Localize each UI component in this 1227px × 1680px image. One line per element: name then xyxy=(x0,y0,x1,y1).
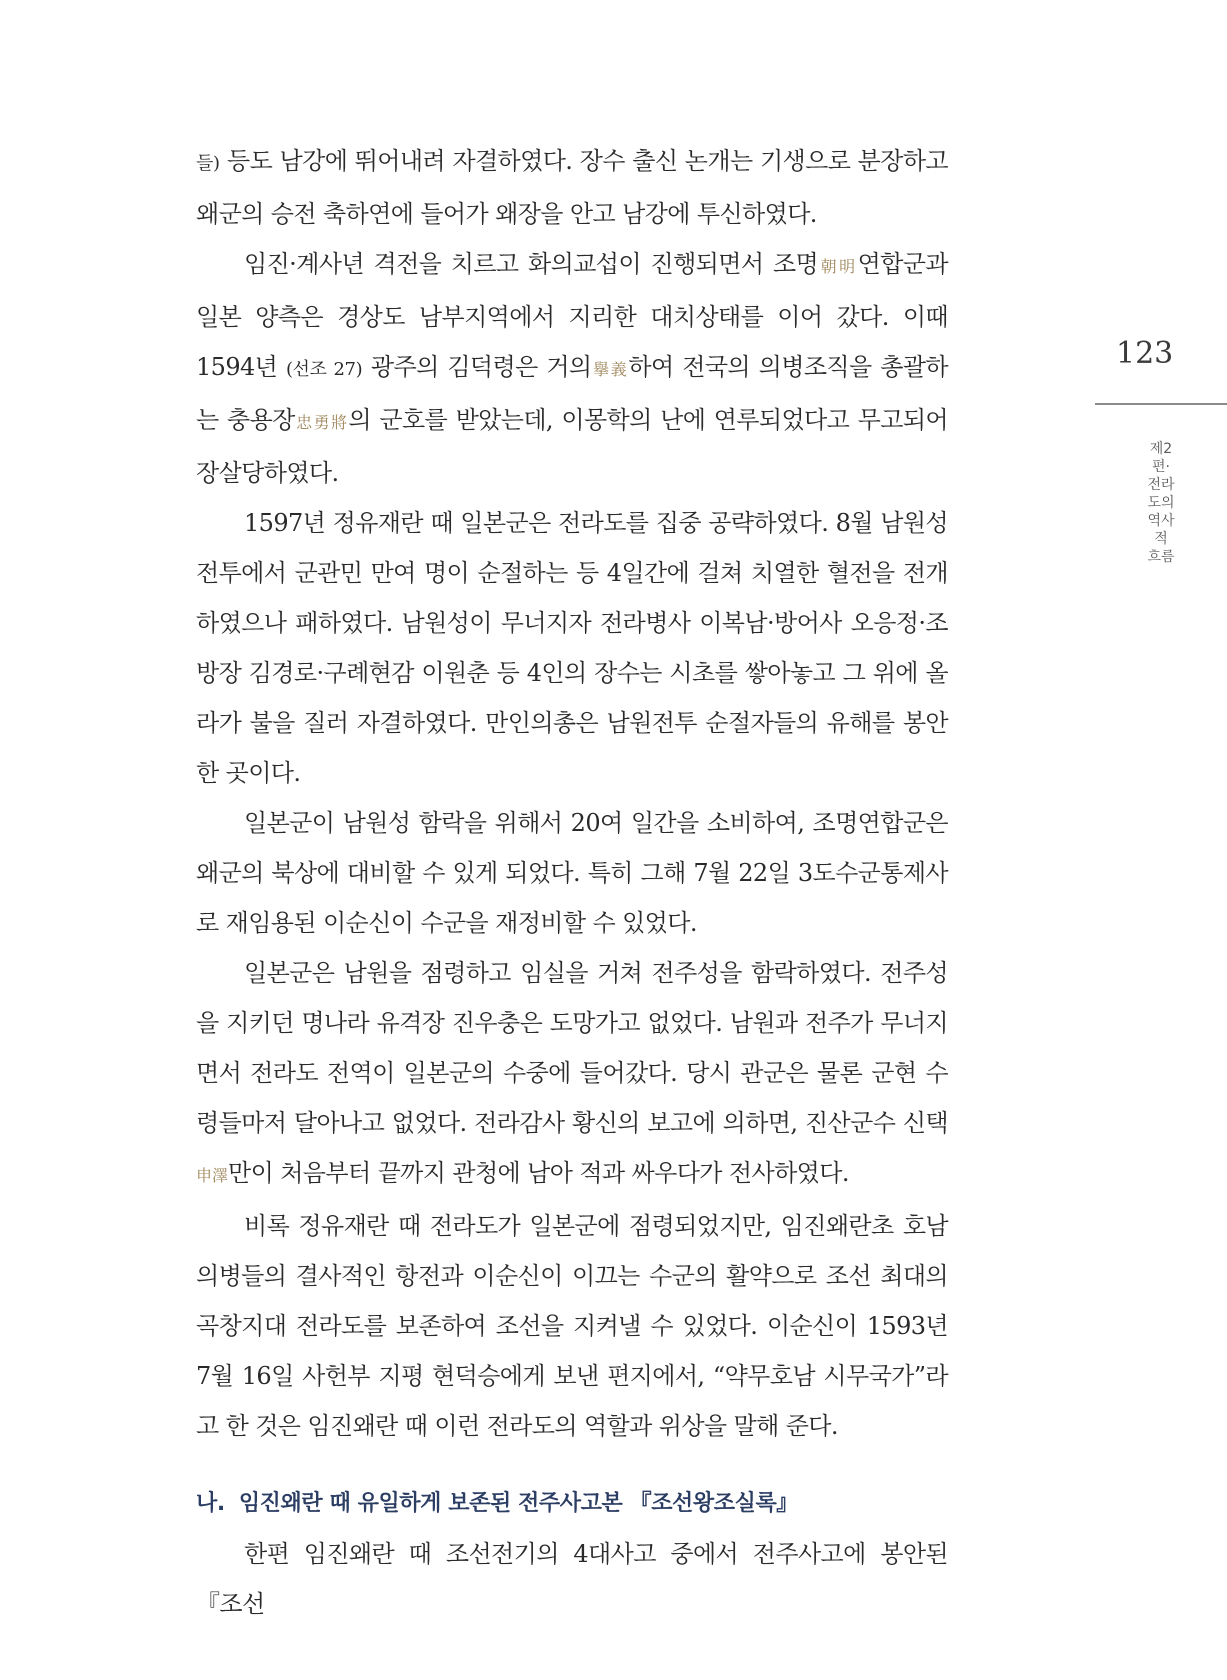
hanja-gloss: 擧義 xyxy=(591,360,629,379)
text-segment: 일본군은 남원을 점령하고 임실을 거쳐 전주성을 함락하였다. 전주성을 지키던 명나라 유격장 진우충은 도망가고 없었다. 남원과 전주가 무너지면서 전라도 전역이 일본군의 수중에 들어갔다. 당시 관군은 물론 군현 수령들마저 달아나고 없었다. 전라감사 황신의 보고에 의하면, 진산군수 신택 xyxy=(196,959,948,1137)
text-segment: 광주의 김덕령은 거의 xyxy=(362,353,592,381)
paragraph xyxy=(196,498,948,798)
text-segment: 임진·계사년 격전을 치르고 화의교섭이 진행되면서 조명 xyxy=(244,250,819,278)
text-segment: 비록 정유재란 때 전라도가 일본군에 점령되었지만, 임진왜란초 호남 의병들의 결사적인 항전과 이순신이 이끄는 수군의 활약으로 조선 최대의 곡창지대 전라도를 보존하여 조선을 지켜낼 수 있었다. 이순신이 1593년 7월 16일 사헌부 지평 현덕승에게 보낸 편지에서, “약무호남 시무국가”라고 한 것은 임진왜란 때 이런 전라도의 역할과 위상을 말해 준다. xyxy=(196,1212,948,1440)
page-number: 123 xyxy=(1116,336,1174,371)
text-segment: 1597년 정유재란 때 일본군은 전라도를 집중 공략하였다. 8월 남원성전투에서 군관민 만여 명이 순절하는 등 4일간에 걸쳐 치열한 혈전을 전개하였으나 패하였다. 남원성이 무너지자 전라병사 이복남·방어사 오응정·조방장 김경로·구례현감 이원춘 등 4인의 장수는 시초를 쌓아놓고 그 위에 올라가 불을 질러 자결하였다. 만인의총은 남원전투 순절자들의 유해를 봉안한 곳이다. xyxy=(196,509,948,787)
final-paragraph: 한편 임진왜란 때 조선전기의 4대사고 중에서 전주사고에 봉안된 『조선 xyxy=(196,1540,948,1618)
text-segment: 하여 전국의 의병조직을 총괄하는 충용장 xyxy=(196,353,949,434)
hanja-gloss: 忠勇將 xyxy=(294,413,349,432)
paragraph-list xyxy=(196,136,948,1451)
paragraph xyxy=(196,136,948,239)
section-heading xyxy=(196,1479,948,1529)
text-segment: 만이 처음부터 끝까지 관청에 남아 적과 싸우다가 전사하였다. xyxy=(228,1159,849,1187)
text-segment: (선조 27) xyxy=(285,359,363,380)
paragraph xyxy=(196,948,948,1201)
paragraph xyxy=(196,798,948,948)
paragraph xyxy=(196,239,948,498)
text-segment: 일본군이 남원성 함락을 위해서 20여 일간을 소비하여, 조명연합군은 왜군의 북상에 대비할 수 있게 되었다. 특히 그해 7월 22일 3도수군통제사로 재임용된 이순신이 수군을 재정비할 수 있었다. xyxy=(196,809,948,937)
text-segment: 연합군과 일본 양측은 경상도 남부지역에서 지리한 대치상태를 이어 갔다. 이때 1594년 xyxy=(196,250,948,381)
header-rule xyxy=(1095,403,1227,405)
text-segment: 등도 남강에 뛰어내려 자결하였다. 장수 출신 논개는 기생으로 분장하고 왜군의 승전 축하연에 들어가 왜장을 안고 남강에 투신하였다. xyxy=(196,147,948,228)
paragraph xyxy=(196,1201,948,1451)
text-segment: 들) xyxy=(196,153,220,174)
hanja-gloss: 朝明 xyxy=(818,257,858,276)
section-number: 나. xyxy=(196,1491,225,1516)
body-text xyxy=(196,136,948,1629)
section-title: 임진왜란 때 유일하게 보존된 전주사고본 『조선왕조실록』 xyxy=(238,1491,798,1516)
side-chapter-label: 제2편·전라도의 역사적 흐름 xyxy=(1147,441,1175,565)
hanja-gloss: 申澤 xyxy=(196,1166,229,1185)
text-segment: 의 군호를 받았는데, 이몽학의 난에 연루되었다고 무고되어 장살당하였다. xyxy=(196,406,948,487)
